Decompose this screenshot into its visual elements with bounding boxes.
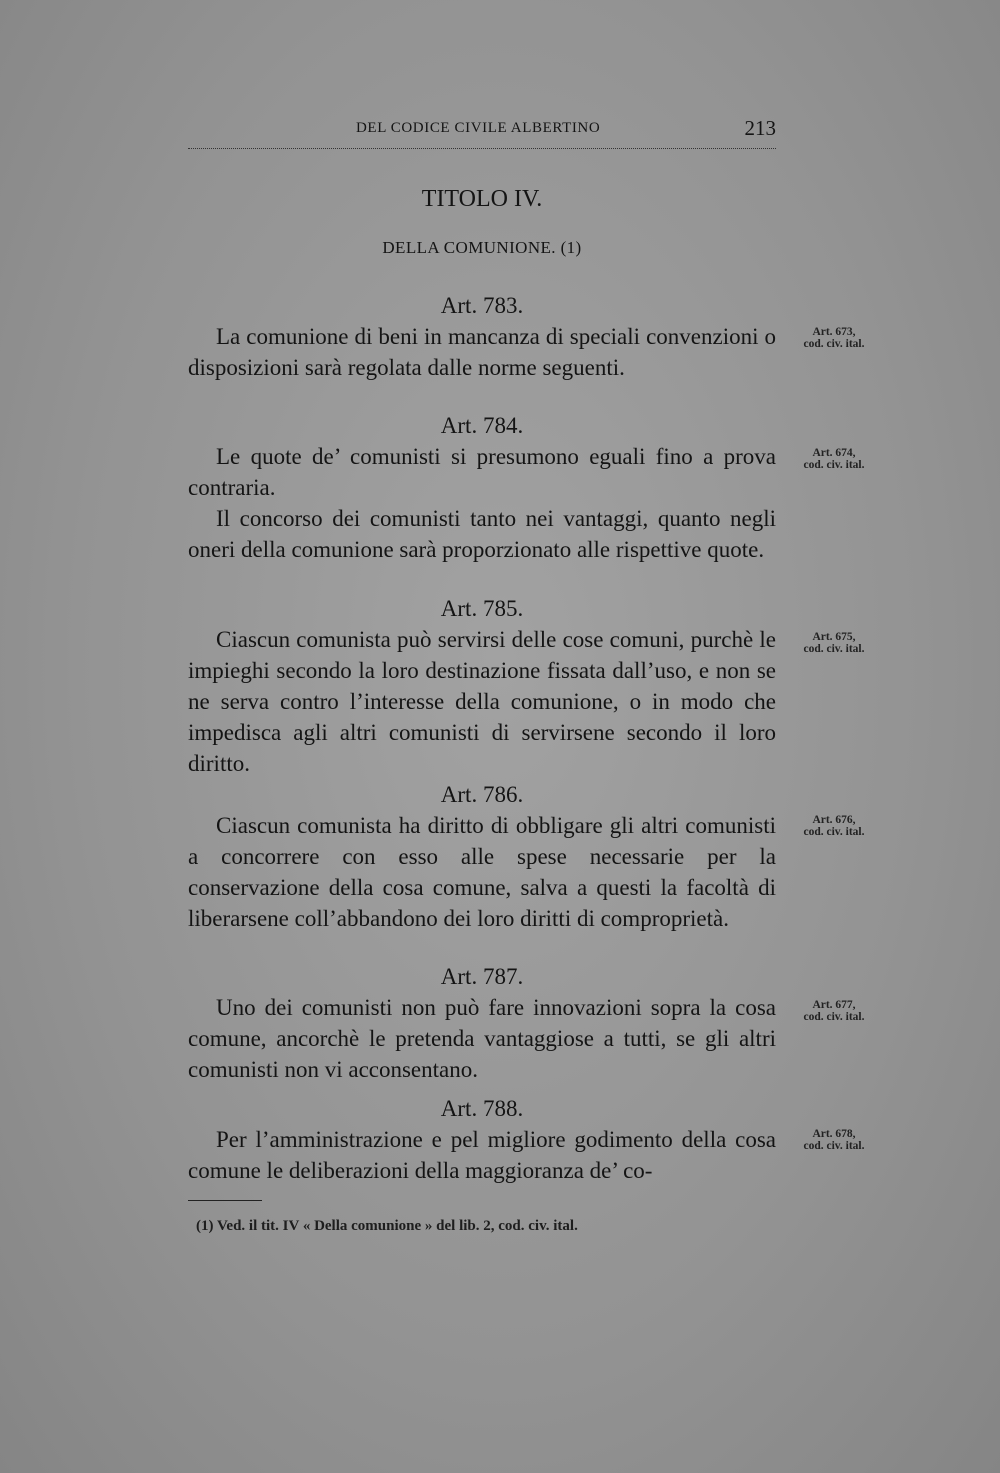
article-784-paragraph-1: Le quote de’ comunisti si presumono eguali fino a prova contraria. xyxy=(188,444,776,500)
margin-ref-article: Art. 673, xyxy=(812,326,856,338)
article-785-paragraph: Ciascun comunista può servirsi delle cose comuni, purchè le impieghi secondo la loro destinazione fissata dall’uso, e non se ne serva contro l’interesse della comunione, o in modo che impedisca agli altri comunisti di servirsene secondo il loro diritto. xyxy=(188,627,776,776)
article-783-paragraph: La comunione di beni in mancanza di speciali convenzioni o disposizioni sarà regolata dalle norme seguenti. xyxy=(188,324,776,380)
footnote-divider xyxy=(188,1200,262,1201)
running-header xyxy=(188,118,776,149)
margin-ref-785 xyxy=(788,631,880,655)
margin-ref-code: cod. civ. ital. xyxy=(803,1011,865,1023)
footnote: (1) Ved. il tit. IV « Della comunione » del lib. 2, cod. civ. ital. xyxy=(196,1218,578,1234)
margin-ref-article: Art. 678, xyxy=(812,1128,856,1140)
margin-ref-article: Art. 676, xyxy=(812,814,856,826)
margin-ref-783 xyxy=(788,326,880,350)
margin-ref-article: Art. 674, xyxy=(812,447,856,459)
article-788-paragraph: Per l’amministrazione e pel migliore godimento della cosa comune le deliberazioni della maggioranza de’ co- xyxy=(188,1127,776,1183)
margin-ref-article: Art. 675, xyxy=(812,631,856,643)
margin-ref-788 xyxy=(788,1128,880,1152)
article-heading-785: Art. 785. xyxy=(440,596,524,621)
article-786-paragraph: Ciascun comunista ha diritto di obbligare gli altri comunisti a concorrere con esso alle spese necessarie per la conservazione della cosa comune, salva a questi la facoltà di liberarsene coll’abbandono dei loro diritti di comproprietà. xyxy=(188,813,776,931)
margin-ref-code: cod. civ. ital. xyxy=(803,338,865,350)
article-heading-783: Art. 783. xyxy=(440,293,524,318)
section-subtitle: DELLA COMUNIONE. (1) xyxy=(382,238,582,257)
margin-ref-article: Art. 677, xyxy=(812,999,856,1011)
article-787-paragraph: Uno dei comunisti non può fare innovazioni sopra la cosa comune, ancorchè le pretenda vantaggiose a tutti, se gli altri comunisti non vi acconsentano. xyxy=(188,995,776,1082)
margin-ref-786 xyxy=(788,814,880,838)
article-heading-784: Art. 784. xyxy=(440,413,524,438)
margin-ref-784 xyxy=(788,447,880,471)
running-title: DEL CODICE CIVILE ALBERTINO xyxy=(356,120,601,136)
margin-ref-code: cod. civ. ital. xyxy=(803,459,865,471)
article-heading-787: Art. 787. xyxy=(440,964,524,989)
margin-ref-787 xyxy=(788,999,880,1023)
page-number: 213 xyxy=(744,116,776,140)
margin-ref-code: cod. civ. ital. xyxy=(803,826,865,838)
article-heading-788: Art. 788. xyxy=(440,1096,524,1121)
margin-ref-code: cod. civ. ital. xyxy=(803,1140,865,1152)
margin-ref-code: cod. civ. ital. xyxy=(803,643,865,655)
section-title: TITOLO IV. xyxy=(421,186,543,212)
article-heading-786: Art. 786. xyxy=(440,782,524,807)
article-784-paragraph-2: Il concorso dei comunisti tanto nei vantaggi, quanto negli oneri della comunione sarà proporzionato alle rispettive quote. xyxy=(188,506,776,562)
